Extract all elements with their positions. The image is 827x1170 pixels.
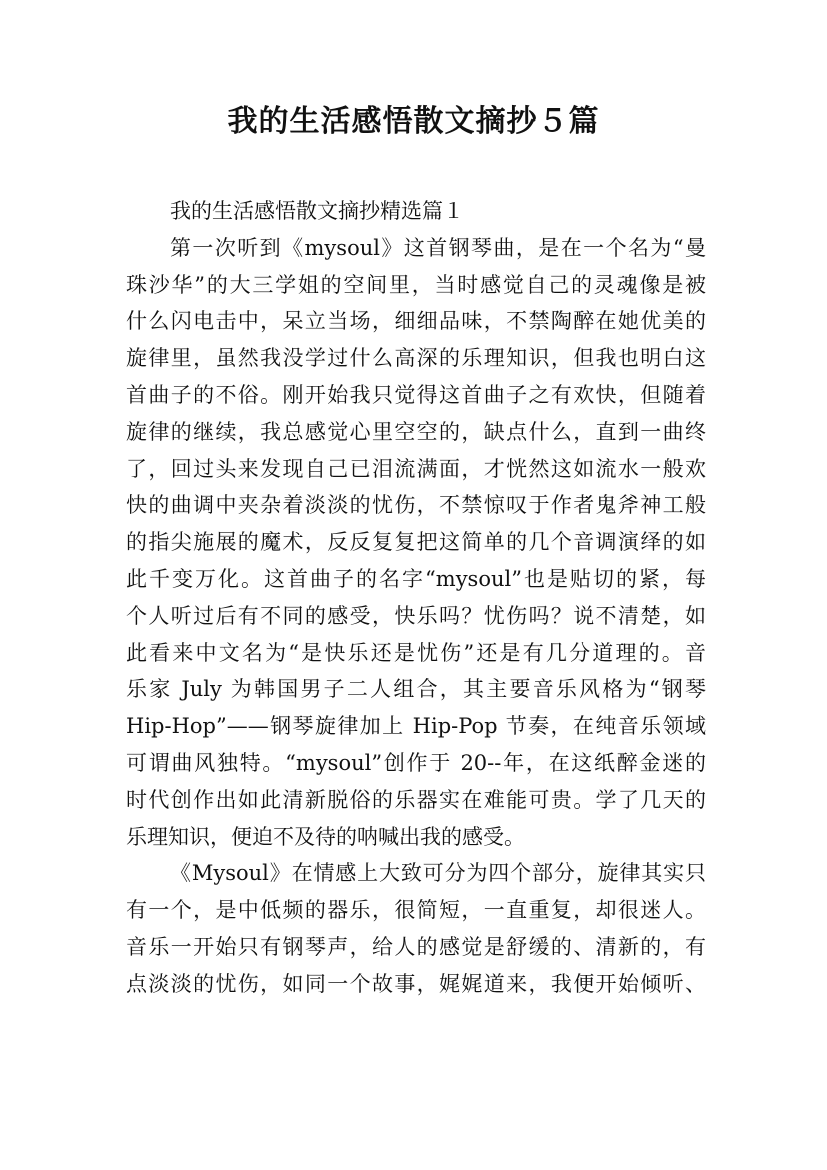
- paragraph-line: 乐家 July 为韩国男子二人组合，其主要音乐风格为“钢琴: [126, 677, 706, 702]
- document-body: [126, 193, 706, 1003]
- paragraph-line: 的指尖施展的魔术，反反复复把这简单的几个音调演绎的如: [126, 530, 706, 555]
- paragraph-line: Hip-Hop”——钢琴旋律加上 Hip-Pop 节奏，在纯音乐领域: [126, 714, 706, 739]
- document-title: 我的生活感悟散文摘抄５篇: [227, 104, 600, 139]
- paragraph-line: 了，回过头来发现自己已泪流满面，才恍然这如流水一般欢: [126, 456, 706, 481]
- paragraph-line: 此看来中文名为“是快乐还是忧伤”还是有几分道理的。音: [126, 640, 706, 665]
- paragraph-line: 有一个，是中低频的器乐，很简短，一直重复，却很迷人。: [126, 898, 706, 923]
- paragraph-line: 《Mysoul》在情感上大致可分为四个部分，旋律其实只: [170, 861, 706, 886]
- paragraph-line: 快的曲调中夹杂着淡淡的忧伤，不禁惊叹于作者鬼斧神工般: [126, 493, 706, 518]
- paragraph-line: 乐理知识，便迫不及待的呐喊出我的感受。: [126, 824, 525, 849]
- paragraph-line: 点淡淡的忧伤，如同一个故事，娓娓道来，我便开始倾听、: [126, 971, 706, 996]
- paragraph-line: 个人听过后有不同的感受，快乐吗？忧伤吗？说不清楚，如: [126, 603, 706, 628]
- paragraph-line: 珠沙华”的大三学姐的空间里，当时感觉自己的灵魂像是被: [126, 272, 706, 297]
- section-heading: 我的生活感悟散文摘抄精选篇１: [170, 199, 464, 223]
- paragraph-line: 此千变万化。这首曲子的名字“mysoul”也是贴切的紧，每: [126, 566, 706, 591]
- paragraph-line: 可谓曲风独特。“mysoul”创作于 20--年，在这纸醉金迷的: [126, 750, 706, 775]
- paragraph-line: 首曲子的不俗。刚开始我只觉得这首曲子之有欢快，但随着: [126, 382, 706, 407]
- paragraph-line: 什么闪电击中，呆立当场，细细品味，不禁陶醉在她优美的: [126, 309, 706, 334]
- paragraph-line: 音乐一开始只有钢琴声，给人的感觉是舒缓的、清新的，有: [126, 934, 706, 959]
- paragraph-line: 旋律的继续，我总感觉心里空空的，缺点什么，直到一曲终: [126, 419, 706, 444]
- paragraph-line: 旋律里，虽然我没学过什么高深的乐理知识，但我也明白这: [126, 346, 706, 371]
- paragraph-line: 第一次听到《mysoul》这首钢琴曲，是在一个名为“曼: [170, 235, 706, 260]
- paragraph-line: 时代创作出如此清新脱俗的乐器实在难能可贵。学了几天的: [126, 787, 706, 812]
